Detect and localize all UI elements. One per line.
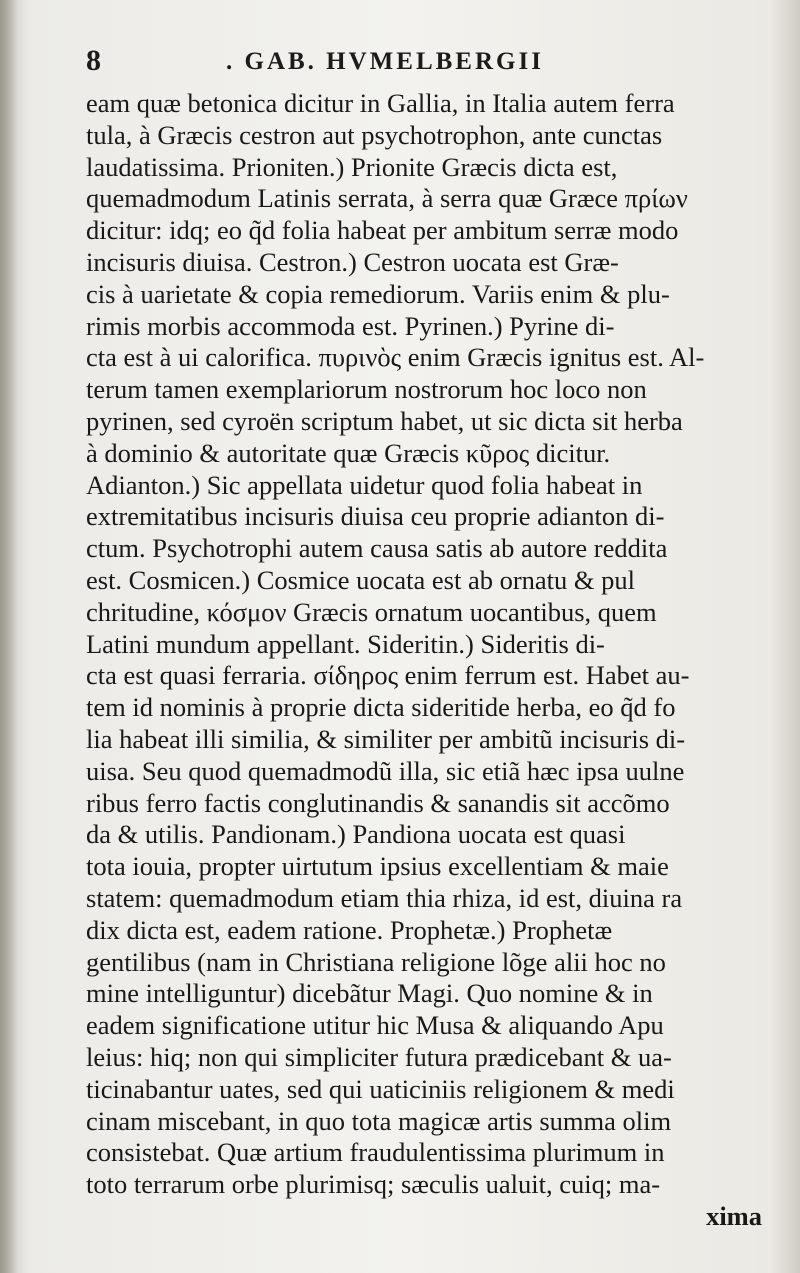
- text-line: tota iouia, propter uirtutum ipsius excellentiam & maie: [86, 851, 669, 882]
- text-line: à dominio & autoritate quæ Græcis κῦρος dicitur.: [86, 437, 611, 468]
- text-line: statem: quemadmodum etiam thia rhiza, id est, diuina ra: [86, 882, 683, 913]
- running-head: . GAB. HVMELBERGII: [226, 48, 544, 75]
- text-line: lia habeat illi similia, & similiter per ambitũ incisuris di-: [86, 723, 686, 754]
- text-line: cta est quasi ferraria. σίδηρος enim ferrum est. Habet au-: [86, 660, 690, 691]
- catchword: xima: [706, 1200, 762, 1231]
- text-line: laudatissima. Prioniten.) Prionite Græcis dicta est,: [86, 151, 618, 182]
- text-line: cta est à ui calorifica. πυρινὸς enim Græcis ignitus est. Al-: [86, 342, 705, 373]
- text-line: cinam miscebant, in quo tota magicæ artis summa olim: [86, 1105, 672, 1136]
- text-line: cis à uarietate & copia remediorum. Variis enim & plu-: [86, 278, 670, 309]
- text-line: mine intelliguntur) dicebãtur Magi. Quo nomine & in: [86, 978, 653, 1009]
- text-line: da & utilis. Pandionam.) Pandiona uocata est quasi: [86, 819, 626, 850]
- text-line: tula, à Græcis cestron aut psychotrophon, ante cunctas: [86, 119, 663, 150]
- text-line: uisa. Seu quod quemadmodũ illa, sic etiã hæc ipsa uulne: [86, 755, 685, 786]
- text-line: dix dicta est, eadem ratione. Prophetæ.) Prophetæ: [86, 914, 613, 945]
- text-line: Latini mundum appellant. Sideritin.) Sideritis di-: [86, 628, 605, 659]
- text-line: leius: hiq; non qui simpliciter futura prædicebant & ua-: [86, 1041, 672, 1072]
- text-line: tem id nominis à proprie dicta sideritide herba, eo q̃d fo: [86, 692, 676, 723]
- text-line: terum tamen exemplariorum nostrorum hoc loco non: [86, 374, 647, 405]
- text-line: ctum. Psychotrophi autem causa satis ab autore reddita: [86, 533, 668, 564]
- text-line: eadem significatione utitur hic Musa & aliquando Apu: [86, 1010, 664, 1041]
- text-line: extremitatibus incisuris diuisa ceu proprie adianton di-: [86, 501, 665, 532]
- text-line: eam quæ betonica dicitur in Gallia, in Italia autem ferra: [86, 88, 675, 118]
- text-line: consistebat. Quæ artium fraudulentissima plurimum in: [86, 1137, 665, 1168]
- text-block: [86, 88, 768, 1233]
- text-line: ticinabantur uates, sed qui uaticiniis religionem & medi: [86, 1073, 675, 1104]
- page-header: [86, 44, 726, 84]
- text-line: dicitur: idq; eo q̃d folia habeat per ambitum serræ modo: [86, 215, 679, 246]
- text-line: chritudine, κόσμον Græcis ornatum uocantibus, quem: [86, 596, 657, 627]
- page-number: 8: [86, 44, 101, 77]
- text-line: incisuris diuisa. Cestron.) Cestron uocata est Græ-: [86, 246, 619, 277]
- text-line: est. Cosmicen.) Cosmice uocata est ab ornatu & pul: [86, 564, 636, 595]
- text-line: rimis morbis accommoda est. Pyrinen.) Pyrine di-: [86, 310, 615, 341]
- text-line: pyrinen, sed cyroën scriptum habet, ut sic dicta sit herba: [86, 405, 683, 436]
- text-line: toto terrarum orbe plurimisq; sæculis ualuit, cuiq; ma-: [86, 1169, 661, 1200]
- text-line: quemadmodum Latinis serrata, à serra quæ Græce πρίων: [86, 183, 688, 214]
- text-line: gentilibus (nam in Christiana religione lõge alii hoc no: [86, 946, 666, 977]
- text-line: Adianton.) Sic appellata uidetur quod folia habeat in: [86, 469, 643, 500]
- text-line: ribus ferro factis conglutinandis & sanandis sit accõmo: [86, 787, 670, 818]
